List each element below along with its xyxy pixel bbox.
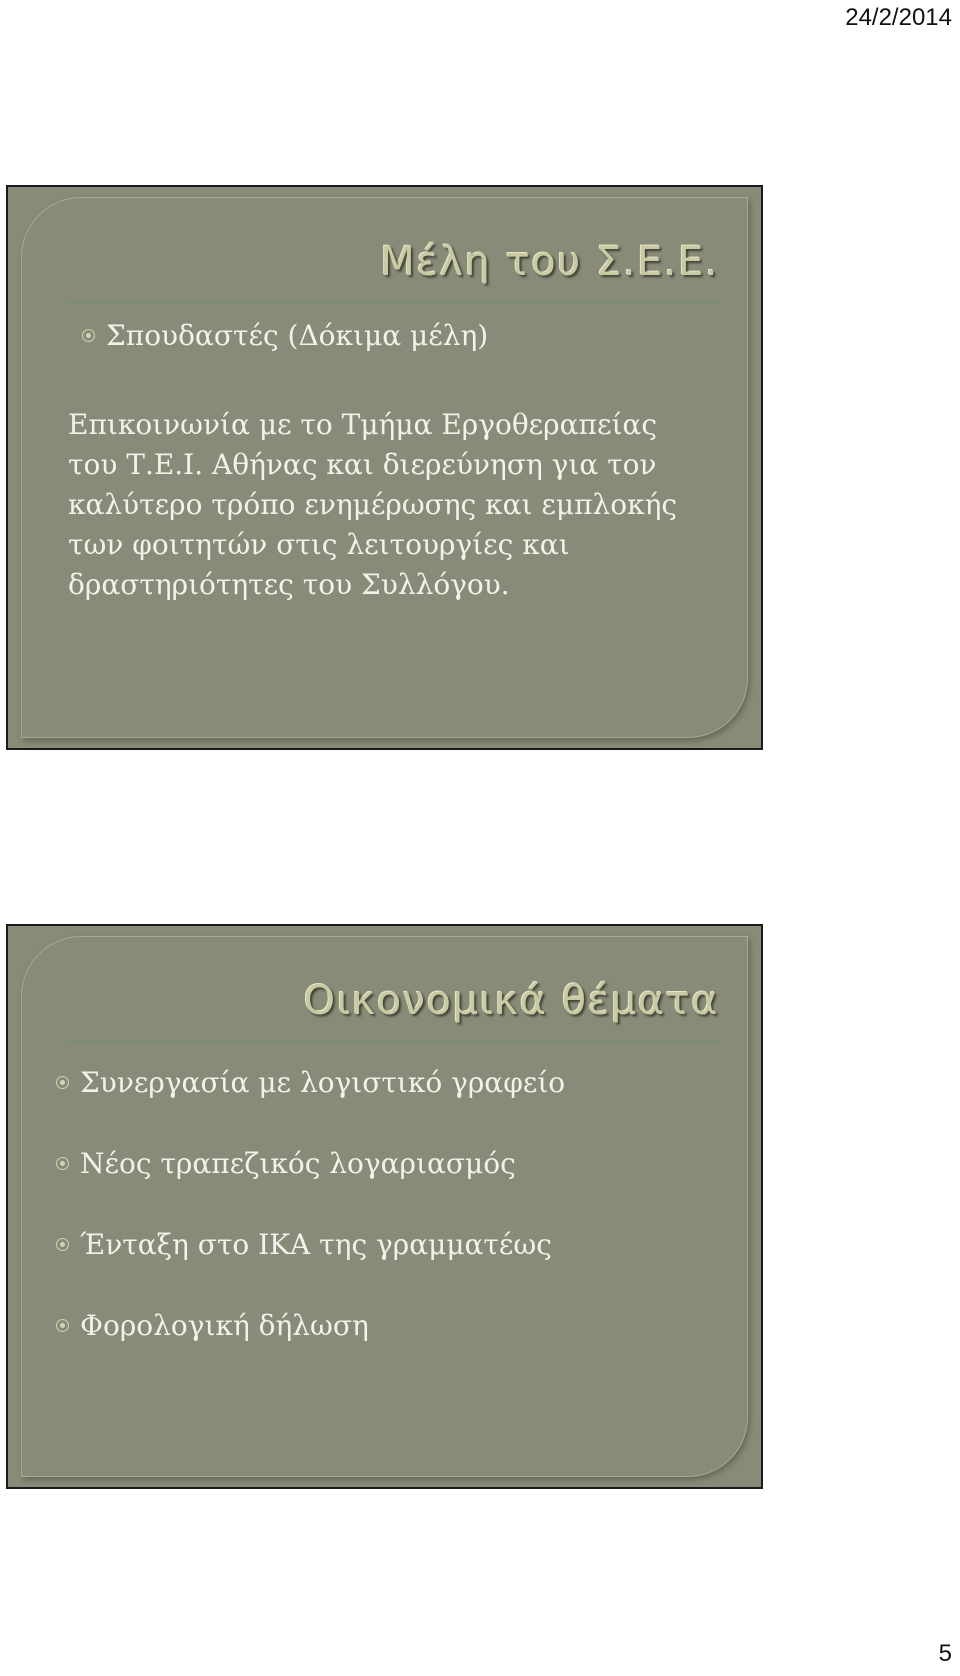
page-number: 5 <box>938 1640 952 1667</box>
title-divider <box>68 302 721 303</box>
paragraph-line: καλύτερο τρόπο ενημέρωσης και εμπλοκής <box>68 488 678 521</box>
page-date: 24/2/2014 <box>845 4 952 31</box>
body-paragraph <box>68 405 728 605</box>
bullet-text: Νέος τραπεζικός λογαριασμός <box>80 1147 516 1180</box>
bullet-circle-icon <box>56 1157 69 1170</box>
bullet-text: Φορολογική δήλωση <box>80 1309 369 1342</box>
title-divider <box>68 1041 721 1042</box>
bullet-circle-icon <box>56 1238 69 1251</box>
bullet-item <box>56 1066 565 1099</box>
bullet-text: Ένταξη στο ΙΚΑ της γραμματέως <box>80 1228 552 1261</box>
bullet-item <box>82 319 488 352</box>
bullet-text: Σπουδαστές (Δόκιμα μέλη) <box>106 319 489 352</box>
paragraph-line: του Τ.Ε.Ι. Αθήνας και διερεύνηση για τον <box>68 448 657 481</box>
bullet-circle-icon <box>56 1319 69 1332</box>
bullet-item <box>56 1228 552 1261</box>
slide-title: Οικονομικά θέματα <box>303 978 719 1024</box>
bullet-circle-icon <box>82 329 95 342</box>
slide-title: Μέλη του Σ.Ε.Ε. <box>380 239 719 285</box>
bullet-text: Συνεργασία με λογιστικό γραφείο <box>80 1066 566 1099</box>
paragraph-line: των φοιτητών στις λειτουργίες και <box>68 528 570 561</box>
slide-financial-matters <box>6 924 763 1489</box>
bullet-item <box>56 1147 516 1180</box>
bullet-circle-icon <box>56 1076 69 1089</box>
paragraph-line: Επικοινωνία με το Τμήμα Εργοθεραπείας <box>68 408 658 441</box>
paragraph-line: δραστηριότητες του Συλλόγου. <box>68 568 510 601</box>
slide-members <box>6 185 763 750</box>
bullet-item <box>56 1309 369 1342</box>
